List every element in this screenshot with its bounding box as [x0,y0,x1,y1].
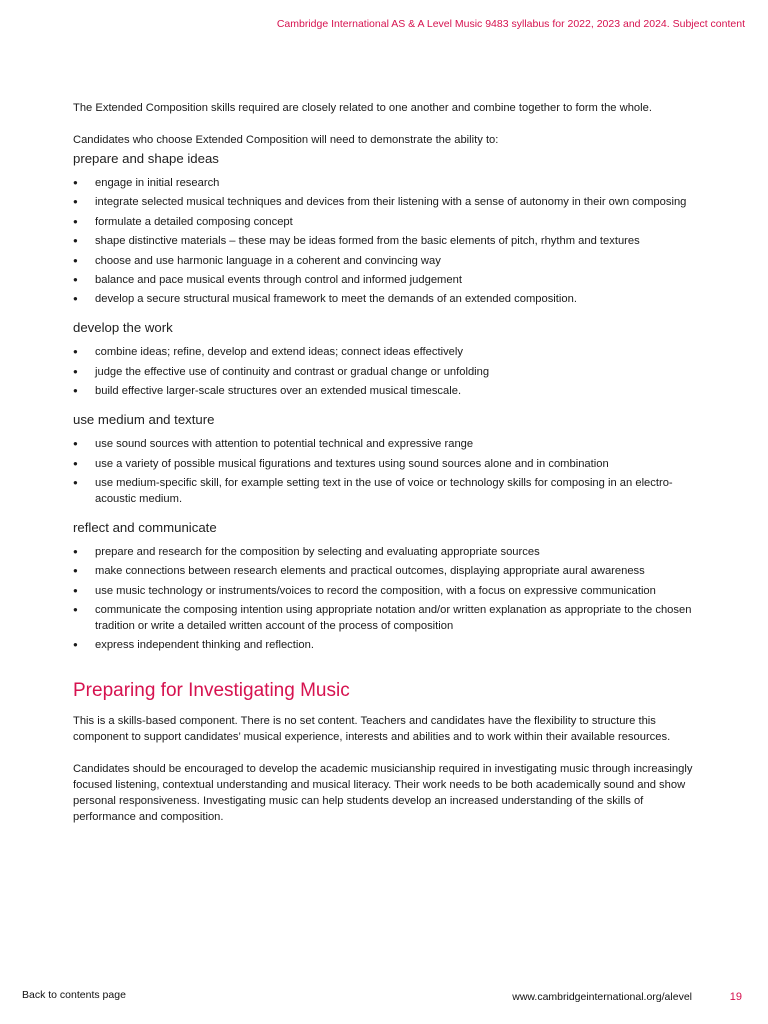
list-item: ● integrate selected musical techniques and devices from their listening with a sense of autonomy in their own composing [73,194,698,210]
investigating-paragraph: This is a skills-based component. There is no set content. Teachers and candidates have the flexibility to structure this component to support candidates’ musical experience, interests and abilities and to work within their available resources. [73,715,671,744]
list-item: ● develop a secure structural musical framework to meet the demands of an extended composition. [73,291,698,307]
list-item: ● communicate the composing intention using appropriate notation and/or written explanation as appropriate to the chosen tradition or write a detailed written account of the process of composition [73,602,698,634]
back-to-contents-link[interactable]: Back to contents page [22,989,126,1001]
running-header: Cambridge International AS & A Level Music 9483 syllabus for 2022, 2023 and 2024. Subject content [276,18,745,30]
list-item: ● use medium-specific skill, for example setting text in the use of voice or technology skills for composing in an electro-acoustic medium. [73,475,698,507]
list-item: ● make connections between research elements and practical outcomes, displaying appropriate aural awareness [73,563,698,579]
list-item: ● judge the effective use of continuity and contrast or gradual change or unfolding [73,364,698,380]
list-item: ● choose and use harmonic language in a coherent and convincing way [73,253,698,269]
page-number: 19 [729,991,742,1003]
list-item: ● combine ideas; refine, develop and extend ideas; connect ideas effectively [73,344,698,360]
list-item: ● engage in initial research [73,175,698,191]
list-item: ● use a variety of possible musical figurations and textures using sound sources alone and in combination [73,456,698,472]
list-item: ● use music technology or instruments/voices to record the composition, with a focus on expressive communication [73,583,698,599]
section-heading: use medium and texture [73,412,215,428]
section-title-investigating-music: Preparing for Investigating Music [73,680,350,702]
intro-lead-in: Candidates who choose Extended Composition will need to demonstrate the ability to: [73,134,499,146]
section-heading: reflect and communicate [73,519,217,535]
section-use-medium-and-texture [73,411,698,507]
section-develop-the-work [73,319,698,399]
bullet-list [73,344,698,399]
bullet-list [73,436,698,507]
investigating-paragraph: Candidates should be encouraged to develop the academic musicianship required in investigating music through increasingly focused listening, contextual understanding and musical literacy. Their work needs to be both academically sound and show personal responsiveness. Investigating music can help students develop an increased understanding of the skills of performance and composition. [73,763,693,824]
section-prepare-and-shape-ideas [73,150,698,307]
list-item: ● formulate a detailed composing concept [73,214,698,230]
list-item: ● build effective larger-scale structures over an extended musical timescale. [73,383,698,399]
website-link[interactable]: www.cambridgeinternational.org/alevel [512,991,692,1003]
list-item: ● shape distinctive materials – these may be ideas formed from the basic elements of pitch, rhythm and textures [73,233,698,249]
list-item: ● express independent thinking and reflection. [73,637,698,653]
bullet-list [73,175,698,307]
bullet-list [73,544,698,654]
main-content [73,100,698,825]
list-item: ● prepare and research for the composition by selecting and evaluating appropriate sources [73,544,698,560]
section-reflect-and-communicate [73,519,698,654]
section-heading: prepare and shape ideas [73,151,219,166]
section-heading: develop the work [73,320,173,336]
intro-paragraph: The Extended Composition skills required are closely related to one another and combine together to form the whole. [73,102,652,114]
list-item: ● balance and pace musical events through control and informed judgement [73,272,698,288]
list-item: ● use sound sources with attention to potential technical and expressive range [73,436,698,452]
